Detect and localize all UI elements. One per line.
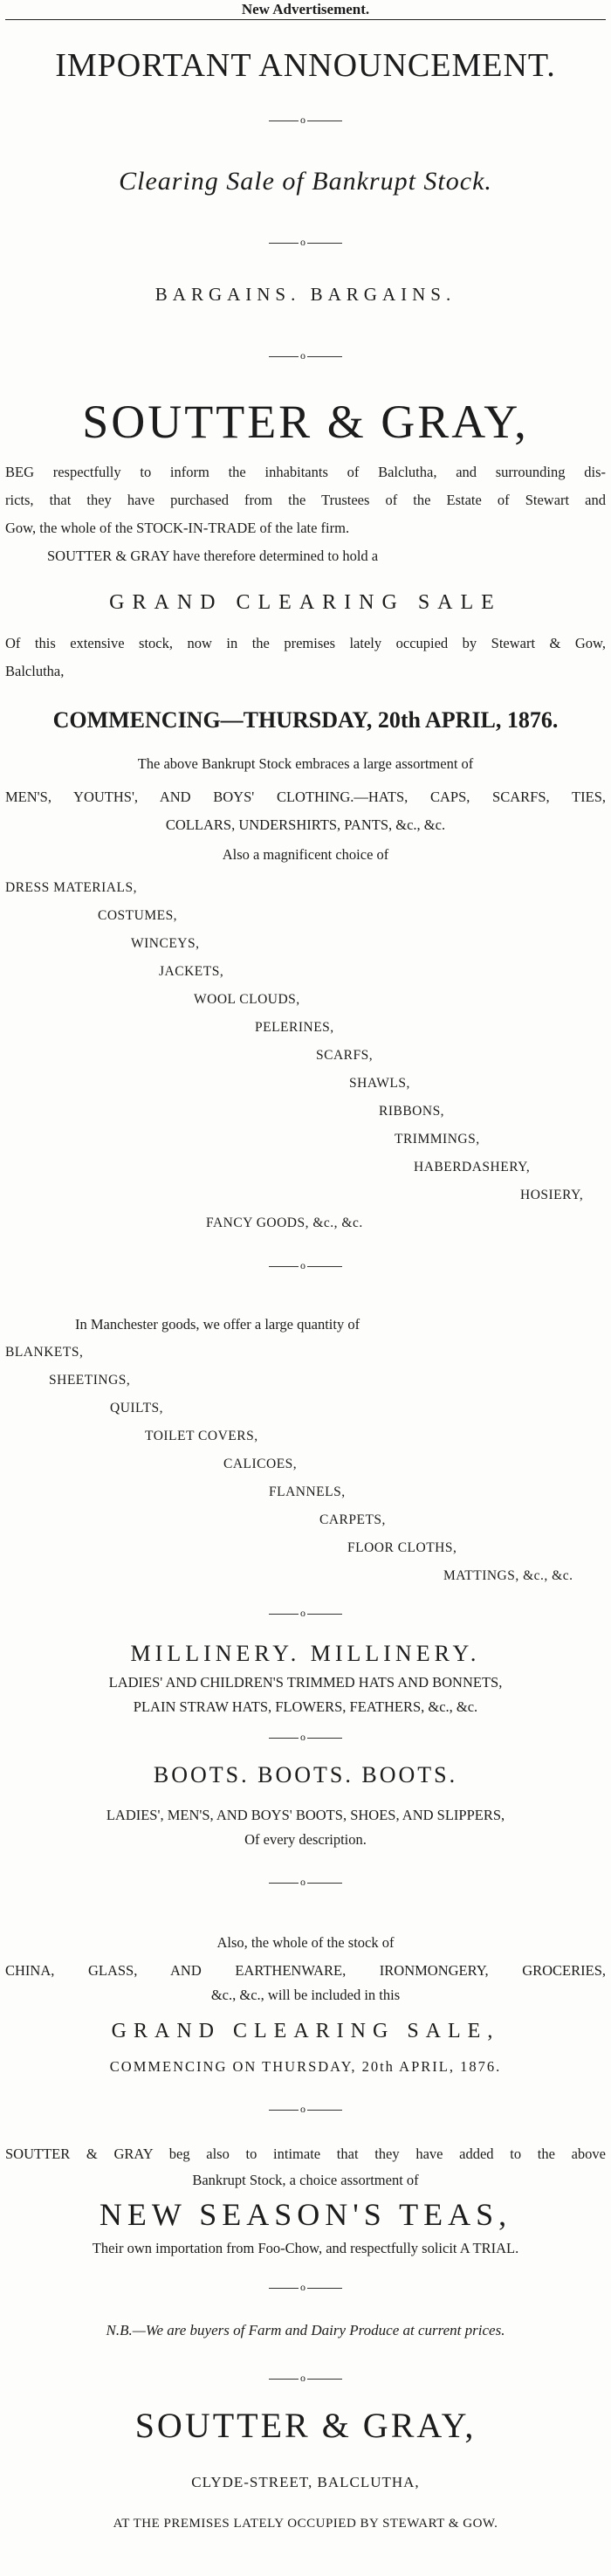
divider-rule: o bbox=[269, 1738, 342, 1739]
list-item: WINCEYS, bbox=[131, 936, 200, 951]
intro-line: ricts, that they have purchased from the Trustees of the Estate of Stewart and bbox=[5, 492, 606, 508]
premises-line: Of this extensive stock, now in the premises lately occupied by Stewart & Gow, bbox=[5, 635, 606, 651]
divider-rule: o bbox=[269, 1266, 342, 1267]
list-item: COSTUMES, bbox=[98, 908, 178, 923]
divider-rule: o bbox=[269, 1614, 342, 1615]
list-item: RIBBONS, bbox=[379, 1104, 445, 1119]
intro-line: Gow, the whole of the STOCK-IN-TRADE of the late firm. bbox=[5, 520, 350, 536]
grand-clearing-sale-heading: GRAND CLEARING SALE, bbox=[111, 2020, 500, 2042]
list-item: FLANNELS, bbox=[269, 1484, 346, 1499]
list-item: TRIMMINGS, bbox=[395, 1132, 480, 1147]
grand-clearing-sale-heading: GRAND CLEARING SALE bbox=[109, 591, 502, 614]
list-item: MATTINGS, &c., &c. bbox=[443, 1568, 573, 1583]
millinery-line: PLAIN STRAW HATS, FLOWERS, FEATHERS, &c., &c. bbox=[133, 1698, 478, 1715]
china-line: &c., &c., will be included in this bbox=[210, 1987, 401, 2003]
new-seasons-teas-heading: NEW SEASON'S TEAS, bbox=[99, 2197, 512, 2232]
divider-rule: o bbox=[269, 2288, 342, 2289]
list-item: FANCY GOODS, &c., &c. bbox=[206, 1216, 363, 1230]
millinery-heading: MILLINERY. MILLINERY. bbox=[130, 1641, 481, 1666]
boots-heading: BOOTS. BOOTS. BOOTS. bbox=[153, 1762, 458, 1787]
divider-rule: o bbox=[269, 1883, 342, 1884]
stock-line: MEN'S, YOUTHS', AND BOYS' CLOTHING.—HATS, CAPS, SCARFS, TIES, bbox=[5, 789, 606, 805]
bargains-line: BARGAINS. BARGAINS. bbox=[154, 284, 457, 305]
list-item: SHEETINGS, bbox=[49, 1373, 131, 1388]
commencing-line: COMMENCING ON THURSDAY, 20th APRIL, 1876. bbox=[109, 2058, 502, 2075]
list-item: DRESS MATERIALS, bbox=[5, 880, 137, 895]
manchester-intro: In Manchester goods, we offer a large quantity of bbox=[75, 1316, 360, 1333]
footer-address: CLYDE-STREET, BALCLUTHA, bbox=[191, 2474, 420, 2490]
list-item: PELERINES, bbox=[255, 1020, 334, 1035]
divider-rule: o bbox=[269, 243, 342, 244]
list-item: QUILTS, bbox=[110, 1401, 164, 1415]
list-item: TOILET COVERS, bbox=[145, 1429, 258, 1443]
list-item: HOSIERY, bbox=[520, 1188, 584, 1202]
commencing-date: COMMENCING—THURSDAY, 20th APRIL, 1876. bbox=[52, 707, 559, 733]
premises-line: Balclutha, bbox=[5, 663, 65, 679]
china-line: CHINA, GLASS, AND EARTHENWARE, IRONMONGERY, GROCERIES, bbox=[5, 1962, 606, 1979]
divider-rule: o bbox=[269, 2379, 342, 2380]
list-item: BLANKETS, bbox=[5, 1345, 84, 1360]
footer-premises: AT THE PREMISES LATELY OCCUPIED BY STEWART & GOW. bbox=[113, 2517, 498, 2531]
header-divider bbox=[5, 19, 606, 20]
list-item: CALICOES, bbox=[223, 1457, 298, 1471]
china-line: Also, the whole of the stock of bbox=[216, 1934, 395, 1951]
divider-rule: o bbox=[269, 2110, 342, 2111]
list-item: HABERDASHERY, bbox=[414, 1160, 531, 1174]
firm-title: SOUTTER & GRAY, bbox=[82, 396, 529, 448]
boots-line: LADIES', MEN'S, AND BOYS' BOOTS, SHOES, AND SLIPPERS, bbox=[106, 1807, 505, 1823]
teas-line: SOUTTER & GRAY beg also to intimate that they have added to the above bbox=[5, 2146, 606, 2162]
list-item: WOOL CLOUDS, bbox=[194, 992, 300, 1007]
subheadline: Clearing Sale of Bankrupt Stock. bbox=[119, 167, 492, 196]
list-item: JACKETS, bbox=[159, 964, 224, 979]
list-item: CARPETS, bbox=[319, 1512, 386, 1527]
stock-line: Also a magnificent choice of bbox=[222, 846, 389, 863]
column-header: New Advertisement. bbox=[241, 1, 370, 17]
divider-rule: o bbox=[269, 356, 342, 357]
teas-line: Bankrupt Stock, a choice assortment of bbox=[192, 2172, 419, 2188]
millinery-line: LADIES' AND CHILDREN'S TRIMMED HATS AND BONNETS, bbox=[108, 1674, 503, 1691]
list-item: SHAWLS, bbox=[349, 1076, 410, 1091]
boots-line: Of every description. bbox=[244, 1831, 367, 1848]
footer-firm-name: SOUTTER & GRAY, bbox=[134, 2406, 477, 2445]
list-item: SCARFS, bbox=[316, 1048, 374, 1063]
nb-note: N.B.—We are buyers of Farm and Dairy Produce at current prices. bbox=[106, 2322, 505, 2338]
list-item: FLOOR CLOTHS, bbox=[347, 1540, 457, 1555]
stock-line: The above Bankrupt Stock embraces a large assortment of bbox=[137, 755, 474, 772]
stock-line: COLLARS, UNDERSHIRTS, PANTS, &c., &c. bbox=[165, 816, 446, 833]
teas-line: Their own importation from Foo-Chow, and respectfully solicit A TRIAL. bbox=[92, 2240, 519, 2256]
headline: IMPORTANT ANNOUNCEMENT. bbox=[55, 47, 556, 84]
intro-line: SOUTTER & GRAY have therefore determined to hold a bbox=[47, 548, 379, 564]
intro-line: BEG respectfully to inform the inhabitants of Balclutha, and surrounding dis- bbox=[5, 464, 606, 480]
